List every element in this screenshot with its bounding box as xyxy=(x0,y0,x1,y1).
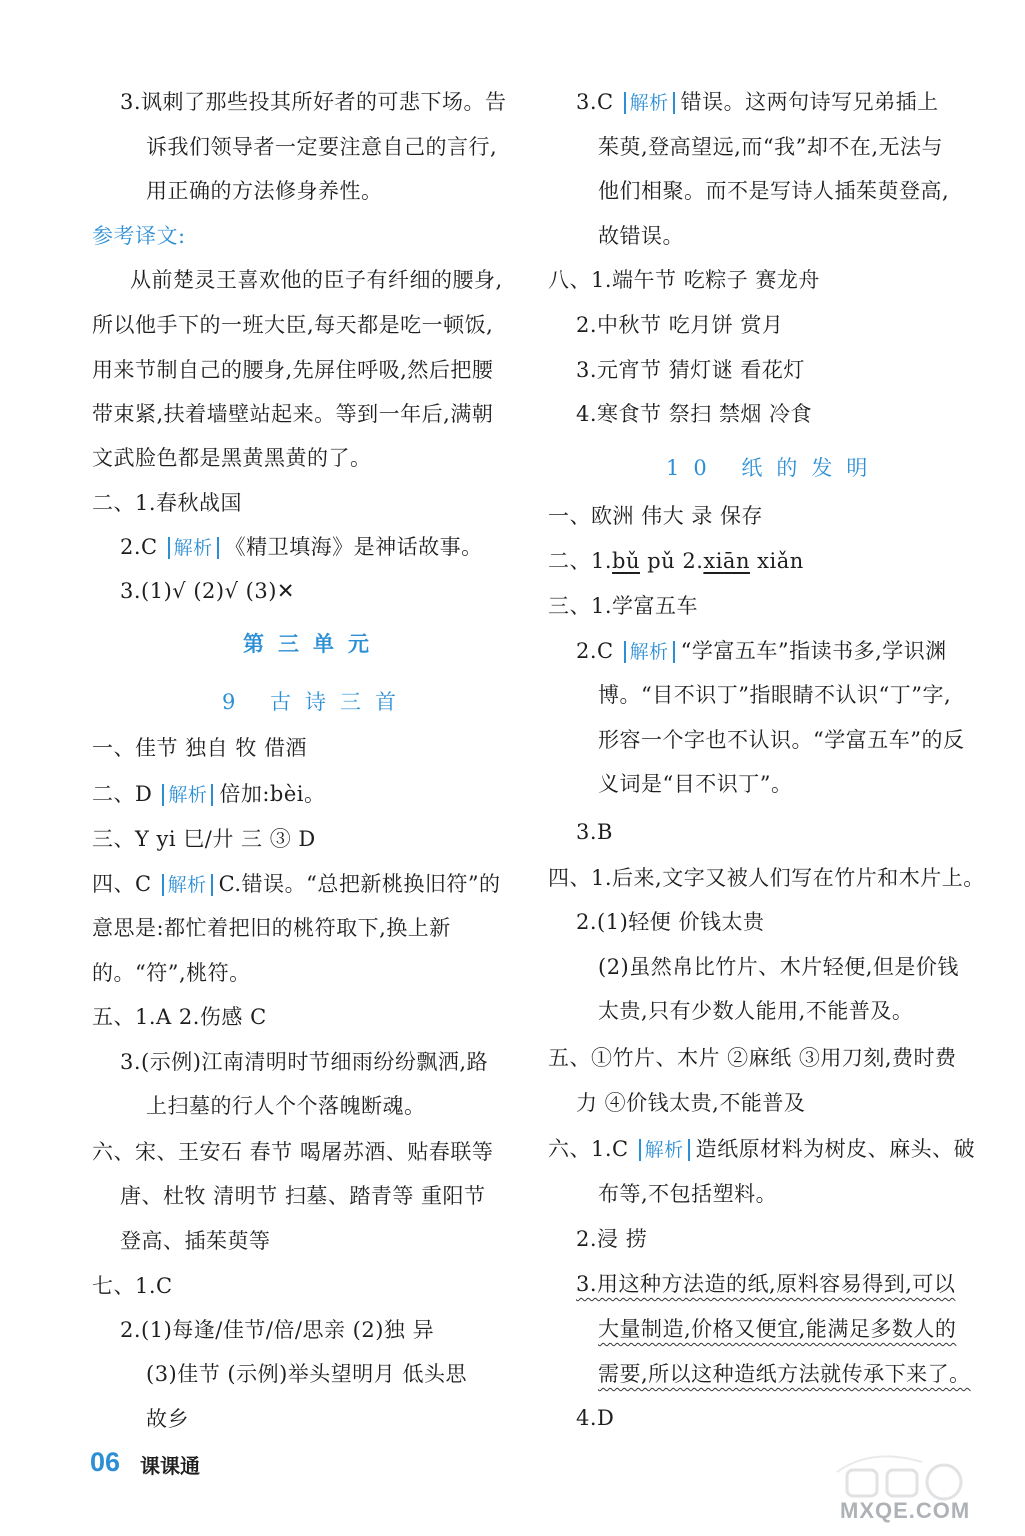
translation-line: 文武脸色都是黑黄黑黄的了。 xyxy=(92,446,372,470)
answer-line xyxy=(548,1135,975,1163)
analysis-tag: 解析 xyxy=(624,641,675,663)
answer-line: 故错误。 xyxy=(598,224,684,248)
pinyin-answer: bǔ xyxy=(612,549,641,573)
answer-line xyxy=(92,780,326,808)
answer-number: 二、D xyxy=(92,782,153,806)
answer-text: 需要,所以这种造纸方法就传承下来了。 xyxy=(598,1362,971,1386)
answer-line xyxy=(548,547,804,575)
answer-line: 他们相聚。而不是写诗人插茱萸登高, xyxy=(598,179,950,203)
translation-line: 用来节制自己的腰身,先屏住呼吸,然后把腰 xyxy=(92,358,494,382)
brand-name: 课课通 xyxy=(140,1456,200,1478)
answer-number: 六、1.C xyxy=(548,1137,629,1161)
answer-line: 博。“目不识丁”指眼睛不认识“丁”字, xyxy=(598,683,952,707)
answer-line: 用正确的方法修身养性。 xyxy=(146,179,383,203)
answer-text: 倍加:bèi。 xyxy=(219,782,326,806)
answer-line xyxy=(120,533,483,561)
answer-line: 3.(1)√ (2)√ (3)✕ xyxy=(120,579,295,603)
answer-line: 3.元宵节 猜灯谜 看花灯 xyxy=(576,358,805,382)
answer-line xyxy=(598,1315,956,1343)
answer-line xyxy=(92,870,501,898)
unit-title: 第三单元 xyxy=(243,631,383,656)
answer-line: 4.寒食节 祭扫 禁烟 冷食 xyxy=(576,402,813,426)
analysis-tag: 解析 xyxy=(162,784,213,806)
answer-line: 3.讽刺了那些投其所好者的可悲下场。告 xyxy=(120,90,507,114)
answer-line: 3.(示例)江南清明时节细雨纷纷飘洒,路 xyxy=(120,1050,489,1074)
answer-line: 五、①竹片、木片 ②麻纸 ③用刀刻,费时费 xyxy=(548,1046,957,1070)
answer-line: (3)佳节 (示例)举头望明月 低头思 xyxy=(146,1362,467,1386)
answer-line: 二、1.春秋战国 xyxy=(92,491,243,515)
answer-line: 三、1.学富五车 xyxy=(548,594,699,618)
analysis-tag: 解析 xyxy=(168,537,219,559)
answer-line: 4.D xyxy=(576,1406,615,1430)
answer-number: 3.C xyxy=(576,90,614,114)
answer-line: 诉我们领导者一定要注意自己的言行, xyxy=(146,135,498,159)
answer-line xyxy=(598,1360,971,1388)
translation-line: 从前楚灵王喜欢他的臣子有纤细的腰身, xyxy=(130,268,503,292)
analysis-tag: 解析 xyxy=(162,874,213,896)
answer-line: 2.浸 捞 xyxy=(576,1227,648,1251)
answer-text: 大量制造,价格又便宜,能满足多数人的 xyxy=(598,1317,957,1341)
answer-line: 四、1.后来,文字又被人们写在竹片和木片上。 xyxy=(548,866,985,890)
answer-line: 八、1.端午节 吃粽子 赛龙舟 xyxy=(548,268,820,292)
answer-line: 2.(1)轻便 价钱太贵 xyxy=(576,910,765,934)
answer-text: 《精卫填海》是神话故事。 xyxy=(224,535,483,559)
answer-line: 茱萸,登高望远,而“我”却不在,无法与 xyxy=(598,135,943,159)
answer-line: 故乡 xyxy=(146,1407,189,1431)
analysis-tag: 解析 xyxy=(624,92,675,114)
pinyin-answer: xiān xyxy=(703,549,750,573)
answer-line: 七、1.C xyxy=(92,1274,173,1298)
answer-line: 五、1.A 2.伤感 C xyxy=(92,1005,267,1029)
answer-line xyxy=(576,88,939,116)
lesson-title: 10 纸的发明 xyxy=(666,456,882,480)
answer-number: 二、1. xyxy=(548,549,613,573)
translation-line: 所以他手下的一班大臣,每天都是吃一顿饭, xyxy=(92,313,494,337)
answer-line: 意思是:都忙着把旧的桃符取下,换上新 xyxy=(92,916,451,940)
answer-text: 错误。这两句诗写兄弟插上 xyxy=(680,90,939,114)
answer-number: 2.C xyxy=(576,639,614,663)
analysis-tag: 解析 xyxy=(639,1139,690,1161)
translation-line: 带束紧,扶着墙壁站起来。等到一年后,满朝 xyxy=(92,402,494,426)
answer-line: 3.B xyxy=(576,820,613,844)
answer-line: 六、宋、王安石 春节 喝屠苏酒、贴春联等 xyxy=(92,1140,494,1164)
translation-label: 参考译文: xyxy=(92,224,186,248)
page-number: 06 xyxy=(90,1447,121,1477)
watermark-text: MXQE.COM xyxy=(840,1498,971,1523)
answer-line: 2.(1)每逢/佳节/倍/思亲 (2)独 异 xyxy=(120,1318,435,1342)
answer-text: 3.用这种方法造的纸,原料容易得到,可以 xyxy=(576,1272,956,1296)
lesson-title: 9 古诗三首 xyxy=(222,690,411,714)
answer-number: 四、C xyxy=(92,872,152,896)
answer-line: 布等,不包括塑料。 xyxy=(598,1182,778,1206)
answer-line: 唐、杜牧 清明节 扫墓、踏青等 重阳节 xyxy=(120,1184,486,1208)
answer-line: 力 ④价钱太贵,不能普及 xyxy=(576,1091,806,1115)
answer-line: 2.中秋节 吃月饼 赏月 xyxy=(576,313,784,337)
answer-line xyxy=(576,1270,955,1298)
answer-line: 登高、插茱萸等 xyxy=(120,1229,271,1253)
answer-line: (2)虽然帛比竹片、木片轻便,但是价钱 xyxy=(598,955,959,979)
answer-text: 造纸原材料为树皮、麻头、破 xyxy=(695,1137,976,1161)
answer-line: 一、佳节 独自 牧 借酒 xyxy=(92,736,308,760)
pinyin-answer: xiǎn xyxy=(749,549,804,573)
answer-number: 2.C xyxy=(120,535,158,559)
answer-line: 三、Y yi 巳/廾 三 ③ D xyxy=(92,827,316,851)
answer-line xyxy=(576,637,947,665)
answer-line: 义词是“目不识丁”。 xyxy=(598,772,793,796)
pinyin-answer: pǔ 2. xyxy=(640,549,704,573)
answer-line: 形容一个字也不认识。“学富五车”的反 xyxy=(598,728,965,752)
answer-line: 上扫墓的行人个个落魄断魂。 xyxy=(146,1094,426,1118)
answer-line: 的。“符”,桃符。 xyxy=(92,961,251,985)
answer-text: “学富五车”指读书多,学识渊 xyxy=(680,639,947,663)
answer-line: 太贵,只有少数人能用,不能普及。 xyxy=(598,999,914,1023)
answer-line: 一、欧洲 伟大 录 保存 xyxy=(548,504,764,528)
answer-text: C.错误。“总把新桃换旧符”的 xyxy=(218,872,501,896)
